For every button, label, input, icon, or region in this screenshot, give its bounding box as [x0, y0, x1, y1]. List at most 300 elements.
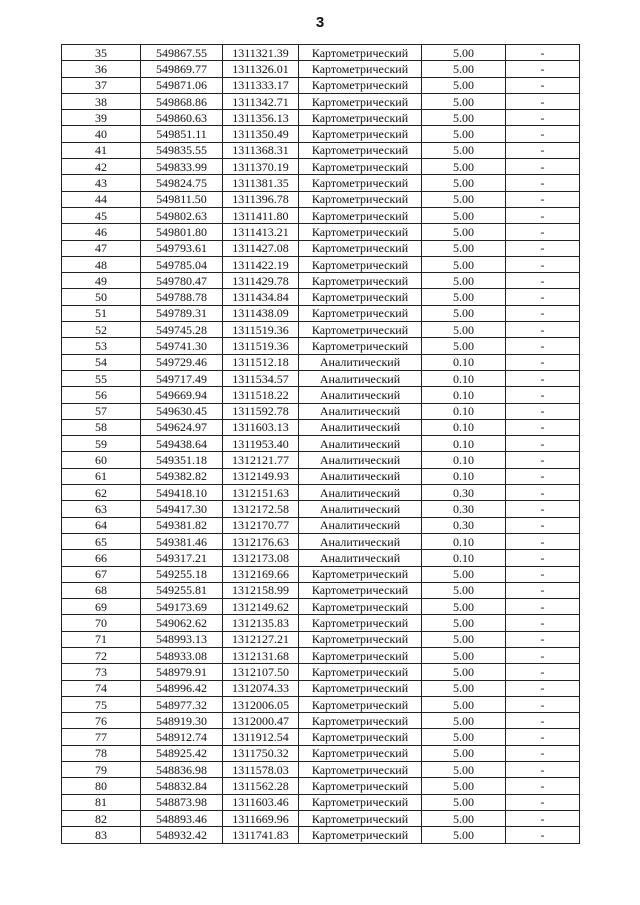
accuracy-cell: 5.00: [422, 159, 506, 175]
x-coordinate-cell: 549255.81: [141, 582, 223, 598]
point-number-cell: 37: [62, 77, 141, 93]
method-cell: Картометрический: [299, 110, 422, 126]
description-cell: -: [506, 305, 580, 321]
table-row: [62, 647, 580, 663]
method-cell: Картометрический: [299, 338, 422, 354]
description-cell: -: [506, 778, 580, 794]
point-number-cell: 63: [62, 501, 141, 517]
method-cell: Картометрический: [299, 680, 422, 696]
method-cell: Картометрический: [299, 794, 422, 810]
y-coordinate-cell: 1312173.08: [223, 550, 299, 566]
accuracy-cell: 0.30: [422, 501, 506, 517]
table-row: [62, 664, 580, 680]
table-row: [62, 240, 580, 256]
description-cell: -: [506, 566, 580, 582]
method-cell: Картометрический: [299, 191, 422, 207]
accuracy-cell: 0.10: [422, 403, 506, 419]
x-coordinate-cell: 549438.64: [141, 436, 223, 452]
description-cell: -: [506, 256, 580, 272]
method-cell: Аналитический: [299, 387, 422, 403]
accuracy-cell: 5.00: [422, 664, 506, 680]
accuracy-cell: 5.00: [422, 680, 506, 696]
point-number-cell: 71: [62, 631, 141, 647]
table-row: [62, 436, 580, 452]
method-cell: Аналитический: [299, 468, 422, 484]
method-cell: Картометрический: [299, 599, 422, 615]
description-cell: -: [506, 142, 580, 158]
y-coordinate-cell: 1311396.78: [223, 191, 299, 207]
method-cell: Аналитический: [299, 354, 422, 370]
accuracy-cell: 5.00: [422, 599, 506, 615]
method-cell: Аналитический: [299, 452, 422, 468]
point-number-cell: 73: [62, 664, 141, 680]
point-number-cell: 35: [62, 45, 141, 61]
y-coordinate-cell: 1311750.32: [223, 745, 299, 761]
table-row: [62, 45, 580, 61]
description-cell: -: [506, 485, 580, 501]
description-cell: -: [506, 762, 580, 778]
x-coordinate-cell: 549860.63: [141, 110, 223, 126]
method-cell: Аналитический: [299, 403, 422, 419]
method-cell: Картометрический: [299, 93, 422, 109]
y-coordinate-cell: 1311411.80: [223, 207, 299, 223]
accuracy-cell: 5.00: [422, 45, 506, 61]
table-row: [62, 354, 580, 370]
table-row: [62, 256, 580, 272]
y-coordinate-cell: 1311326.01: [223, 61, 299, 77]
point-number-cell: 76: [62, 713, 141, 729]
accuracy-cell: 0.10: [422, 468, 506, 484]
y-coordinate-cell: 1312176.63: [223, 533, 299, 549]
method-cell: Картометрический: [299, 762, 422, 778]
y-coordinate-cell: 1311603.13: [223, 419, 299, 435]
method-cell: Картометрический: [299, 305, 422, 321]
table-row: [62, 631, 580, 647]
method-cell: Картометрический: [299, 696, 422, 712]
accuracy-cell: 5.00: [422, 289, 506, 305]
x-coordinate-cell: 548932.42: [141, 827, 223, 843]
table-row: [62, 501, 580, 517]
table-row: [62, 387, 580, 403]
accuracy-cell: 0.10: [422, 370, 506, 386]
table-row: [62, 810, 580, 826]
point-number-cell: 58: [62, 419, 141, 435]
method-cell: Аналитический: [299, 501, 422, 517]
accuracy-cell: 5.00: [422, 191, 506, 207]
method-cell: Картометрический: [299, 664, 422, 680]
y-coordinate-cell: 1311429.78: [223, 273, 299, 289]
point-number-cell: 46: [62, 224, 141, 240]
y-coordinate-cell: 1311592.78: [223, 403, 299, 419]
description-cell: -: [506, 452, 580, 468]
accuracy-cell: 5.00: [422, 93, 506, 109]
x-coordinate-cell: 548893.46: [141, 810, 223, 826]
description-cell: -: [506, 110, 580, 126]
x-coordinate-cell: 549780.47: [141, 273, 223, 289]
x-coordinate-cell: 548912.74: [141, 729, 223, 745]
point-number-cell: 80: [62, 778, 141, 794]
page-number: 3: [315, 14, 325, 31]
method-cell: Картометрический: [299, 729, 422, 745]
description-cell: -: [506, 207, 580, 223]
x-coordinate-cell: 549669.94: [141, 387, 223, 403]
point-number-cell: 68: [62, 582, 141, 598]
point-number-cell: 38: [62, 93, 141, 109]
description-cell: -: [506, 338, 580, 354]
accuracy-cell: 5.00: [422, 175, 506, 191]
x-coordinate-cell: 549801.80: [141, 224, 223, 240]
method-cell: Аналитический: [299, 370, 422, 386]
description-cell: -: [506, 191, 580, 207]
point-number-cell: 75: [62, 696, 141, 712]
accuracy-cell: 5.00: [422, 338, 506, 354]
accuracy-cell: 5.00: [422, 810, 506, 826]
point-number-cell: 66: [62, 550, 141, 566]
point-number-cell: 57: [62, 403, 141, 419]
x-coordinate-cell: 549255.18: [141, 566, 223, 582]
description-cell: -: [506, 517, 580, 533]
table-row: [62, 207, 580, 223]
point-number-cell: 52: [62, 322, 141, 338]
method-cell: Картометрический: [299, 273, 422, 289]
x-coordinate-cell: 549381.46: [141, 533, 223, 549]
description-cell: -: [506, 729, 580, 745]
table-row: [62, 517, 580, 533]
table-row: [62, 322, 580, 338]
table-row: [62, 827, 580, 843]
y-coordinate-cell: 1312172.58: [223, 501, 299, 517]
point-number-cell: 65: [62, 533, 141, 549]
point-number-cell: 79: [62, 762, 141, 778]
y-coordinate-cell: 1311912.54: [223, 729, 299, 745]
method-cell: Картометрический: [299, 289, 422, 305]
method-cell: Картометрический: [299, 240, 422, 256]
description-cell: -: [506, 159, 580, 175]
x-coordinate-cell: 548925.42: [141, 745, 223, 761]
y-coordinate-cell: 1311350.49: [223, 126, 299, 142]
x-coordinate-cell: 548933.08: [141, 647, 223, 663]
y-coordinate-cell: 1312000.47: [223, 713, 299, 729]
method-cell: Картометрический: [299, 77, 422, 93]
point-number-cell: 36: [62, 61, 141, 77]
point-number-cell: 44: [62, 191, 141, 207]
table-row: [62, 729, 580, 745]
accuracy-cell: 5.00: [422, 615, 506, 631]
point-number-cell: 43: [62, 175, 141, 191]
y-coordinate-cell: 1311512.18: [223, 354, 299, 370]
table-row: [62, 126, 580, 142]
method-cell: Картометрический: [299, 61, 422, 77]
x-coordinate-cell: 549788.78: [141, 289, 223, 305]
point-number-cell: 78: [62, 745, 141, 761]
x-coordinate-cell: 549729.46: [141, 354, 223, 370]
accuracy-cell: 5.00: [422, 745, 506, 761]
table-row: [62, 452, 580, 468]
description-cell: -: [506, 745, 580, 761]
accuracy-cell: 5.00: [422, 762, 506, 778]
x-coordinate-cell: 549869.77: [141, 61, 223, 77]
point-number-cell: 55: [62, 370, 141, 386]
y-coordinate-cell: 1312170.77: [223, 517, 299, 533]
y-coordinate-cell: 1311427.08: [223, 240, 299, 256]
accuracy-cell: 5.00: [422, 322, 506, 338]
accuracy-cell: 5.00: [422, 729, 506, 745]
x-coordinate-cell: 549741.30: [141, 338, 223, 354]
x-coordinate-cell: 548919.30: [141, 713, 223, 729]
y-coordinate-cell: 1311603.46: [223, 794, 299, 810]
y-coordinate-cell: 1311578.03: [223, 762, 299, 778]
y-coordinate-cell: 1311342.71: [223, 93, 299, 109]
x-coordinate-cell: 549630.45: [141, 403, 223, 419]
x-coordinate-cell: 549833.99: [141, 159, 223, 175]
accuracy-cell: 5.00: [422, 778, 506, 794]
method-cell: Картометрический: [299, 631, 422, 647]
point-number-cell: 54: [62, 354, 141, 370]
description-cell: -: [506, 664, 580, 680]
x-coordinate-cell: 549867.55: [141, 45, 223, 61]
description-cell: -: [506, 289, 580, 305]
point-number-cell: 42: [62, 159, 141, 175]
point-number-cell: 47: [62, 240, 141, 256]
y-coordinate-cell: 1311321.39: [223, 45, 299, 61]
x-coordinate-cell: 549173.69: [141, 599, 223, 615]
x-coordinate-cell: 549624.97: [141, 419, 223, 435]
point-number-cell: 62: [62, 485, 141, 501]
method-cell: Картометрический: [299, 175, 422, 191]
x-coordinate-cell: 549062.62: [141, 615, 223, 631]
table-row: [62, 485, 580, 501]
table-row: [62, 599, 580, 615]
description-cell: -: [506, 533, 580, 549]
table-row: [62, 550, 580, 566]
y-coordinate-cell: 1311534.57: [223, 370, 299, 386]
description-cell: -: [506, 126, 580, 142]
method-cell: Картометрический: [299, 256, 422, 272]
method-cell: Картометрический: [299, 745, 422, 761]
x-coordinate-cell: 549802.63: [141, 207, 223, 223]
x-coordinate-cell: 548832.84: [141, 778, 223, 794]
method-cell: Картометрический: [299, 827, 422, 843]
y-coordinate-cell: 1311434.84: [223, 289, 299, 305]
point-number-cell: 67: [62, 566, 141, 582]
y-coordinate-cell: 1311368.31: [223, 142, 299, 158]
y-coordinate-cell: 1312131.68: [223, 647, 299, 663]
description-cell: -: [506, 827, 580, 843]
y-coordinate-cell: 1312074.33: [223, 680, 299, 696]
point-number-cell: 77: [62, 729, 141, 745]
description-cell: -: [506, 713, 580, 729]
accuracy-cell: 5.00: [422, 77, 506, 93]
y-coordinate-cell: 1311370.19: [223, 159, 299, 175]
description-cell: -: [506, 436, 580, 452]
table-row: [62, 566, 580, 582]
description-cell: -: [506, 224, 580, 240]
accuracy-cell: 5.00: [422, 273, 506, 289]
accuracy-cell: 5.00: [422, 142, 506, 158]
point-number-cell: 45: [62, 207, 141, 223]
method-cell: Картометрический: [299, 778, 422, 794]
description-cell: -: [506, 501, 580, 517]
table-row: [62, 370, 580, 386]
y-coordinate-cell: 1312135.83: [223, 615, 299, 631]
y-coordinate-cell: 1312107.50: [223, 664, 299, 680]
x-coordinate-cell: 549745.28: [141, 322, 223, 338]
point-number-cell: 40: [62, 126, 141, 142]
point-number-cell: 60: [62, 452, 141, 468]
y-coordinate-cell: 1311413.21: [223, 224, 299, 240]
description-cell: -: [506, 240, 580, 256]
y-coordinate-cell: 1311519.36: [223, 322, 299, 338]
point-number-cell: 81: [62, 794, 141, 810]
table-row: [62, 289, 580, 305]
x-coordinate-cell: 549835.55: [141, 142, 223, 158]
table-row: [62, 778, 580, 794]
description-cell: -: [506, 354, 580, 370]
point-number-cell: 72: [62, 647, 141, 663]
point-number-cell: 53: [62, 338, 141, 354]
accuracy-cell: 5.00: [422, 696, 506, 712]
point-number-cell: 39: [62, 110, 141, 126]
description-cell: -: [506, 175, 580, 191]
x-coordinate-cell: 549871.06: [141, 77, 223, 93]
y-coordinate-cell: 1311422.19: [223, 256, 299, 272]
y-coordinate-cell: 1311669.96: [223, 810, 299, 826]
method-cell: Картометрический: [299, 713, 422, 729]
accuracy-cell: 5.00: [422, 305, 506, 321]
description-cell: -: [506, 696, 580, 712]
description-cell: -: [506, 419, 580, 435]
accuracy-cell: 0.10: [422, 550, 506, 566]
x-coordinate-cell: 548836.98: [141, 762, 223, 778]
accuracy-cell: 5.00: [422, 713, 506, 729]
table-row: [62, 159, 580, 175]
table-row: [62, 110, 580, 126]
table-row: [62, 419, 580, 435]
x-coordinate-cell: 549851.11: [141, 126, 223, 142]
table-row: [62, 142, 580, 158]
table-row: [62, 582, 580, 598]
x-coordinate-cell: 549868.86: [141, 93, 223, 109]
coordinates-table-body: [62, 45, 580, 844]
description-cell: -: [506, 273, 580, 289]
accuracy-cell: 0.10: [422, 419, 506, 435]
description-cell: -: [506, 77, 580, 93]
point-number-cell: 69: [62, 599, 141, 615]
x-coordinate-cell: 549811.50: [141, 191, 223, 207]
method-cell: Аналитический: [299, 517, 422, 533]
x-coordinate-cell: 549382.82: [141, 468, 223, 484]
description-cell: -: [506, 61, 580, 77]
method-cell: Картометрический: [299, 159, 422, 175]
y-coordinate-cell: 1311438.09: [223, 305, 299, 321]
accuracy-cell: 5.00: [422, 256, 506, 272]
description-cell: -: [506, 93, 580, 109]
description-cell: -: [506, 387, 580, 403]
y-coordinate-cell: 1312127.21: [223, 631, 299, 647]
coordinates-table: [61, 44, 580, 844]
description-cell: -: [506, 403, 580, 419]
description-cell: -: [506, 550, 580, 566]
x-coordinate-cell: 549785.04: [141, 256, 223, 272]
table-row: [62, 191, 580, 207]
x-coordinate-cell: 549717.49: [141, 370, 223, 386]
method-cell: Картометрический: [299, 810, 422, 826]
x-coordinate-cell: 548993.13: [141, 631, 223, 647]
description-cell: -: [506, 582, 580, 598]
point-number-cell: 48: [62, 256, 141, 272]
method-cell: Аналитический: [299, 485, 422, 501]
description-cell: -: [506, 370, 580, 386]
point-number-cell: 50: [62, 289, 141, 305]
y-coordinate-cell: 1311741.83: [223, 827, 299, 843]
y-coordinate-cell: 1312158.99: [223, 582, 299, 598]
y-coordinate-cell: 1312169.66: [223, 566, 299, 582]
table-row: [62, 794, 580, 810]
description-cell: -: [506, 599, 580, 615]
x-coordinate-cell: 549418.10: [141, 485, 223, 501]
point-number-cell: 74: [62, 680, 141, 696]
accuracy-cell: 5.00: [422, 61, 506, 77]
point-number-cell: 51: [62, 305, 141, 321]
point-number-cell: 61: [62, 468, 141, 484]
description-cell: -: [506, 810, 580, 826]
point-number-cell: 59: [62, 436, 141, 452]
y-coordinate-cell: 1312149.62: [223, 599, 299, 615]
method-cell: Картометрический: [299, 142, 422, 158]
description-cell: -: [506, 45, 580, 61]
accuracy-cell: 5.00: [422, 582, 506, 598]
point-number-cell: 82: [62, 810, 141, 826]
table-row: [62, 175, 580, 191]
description-cell: -: [506, 647, 580, 663]
point-number-cell: 64: [62, 517, 141, 533]
y-coordinate-cell: 1311356.13: [223, 110, 299, 126]
table-row: [62, 533, 580, 549]
point-number-cell: 49: [62, 273, 141, 289]
accuracy-cell: 5.00: [422, 240, 506, 256]
y-coordinate-cell: 1312151.63: [223, 485, 299, 501]
y-coordinate-cell: 1311953.40: [223, 436, 299, 452]
y-coordinate-cell: 1311333.17: [223, 77, 299, 93]
table-row: [62, 468, 580, 484]
accuracy-cell: 5.00: [422, 794, 506, 810]
description-cell: -: [506, 794, 580, 810]
accuracy-cell: 0.10: [422, 354, 506, 370]
x-coordinate-cell: 548996.42: [141, 680, 223, 696]
table-row: [62, 338, 580, 354]
method-cell: Картометрический: [299, 322, 422, 338]
description-cell: -: [506, 468, 580, 484]
description-cell: -: [506, 615, 580, 631]
method-cell: Аналитический: [299, 436, 422, 452]
accuracy-cell: 0.10: [422, 387, 506, 403]
accuracy-cell: 5.00: [422, 224, 506, 240]
y-coordinate-cell: 1312006.05: [223, 696, 299, 712]
accuracy-cell: 5.00: [422, 110, 506, 126]
accuracy-cell: 5.00: [422, 631, 506, 647]
method-cell: Картометрический: [299, 582, 422, 598]
x-coordinate-cell: 549417.30: [141, 501, 223, 517]
point-number-cell: 41: [62, 142, 141, 158]
x-coordinate-cell: 548979.91: [141, 664, 223, 680]
method-cell: Картометрический: [299, 566, 422, 582]
x-coordinate-cell: 549381.82: [141, 517, 223, 533]
table-row: [62, 305, 580, 321]
table-row: [62, 273, 580, 289]
method-cell: Картометрический: [299, 647, 422, 663]
x-coordinate-cell: 549317.21: [141, 550, 223, 566]
accuracy-cell: 0.30: [422, 517, 506, 533]
